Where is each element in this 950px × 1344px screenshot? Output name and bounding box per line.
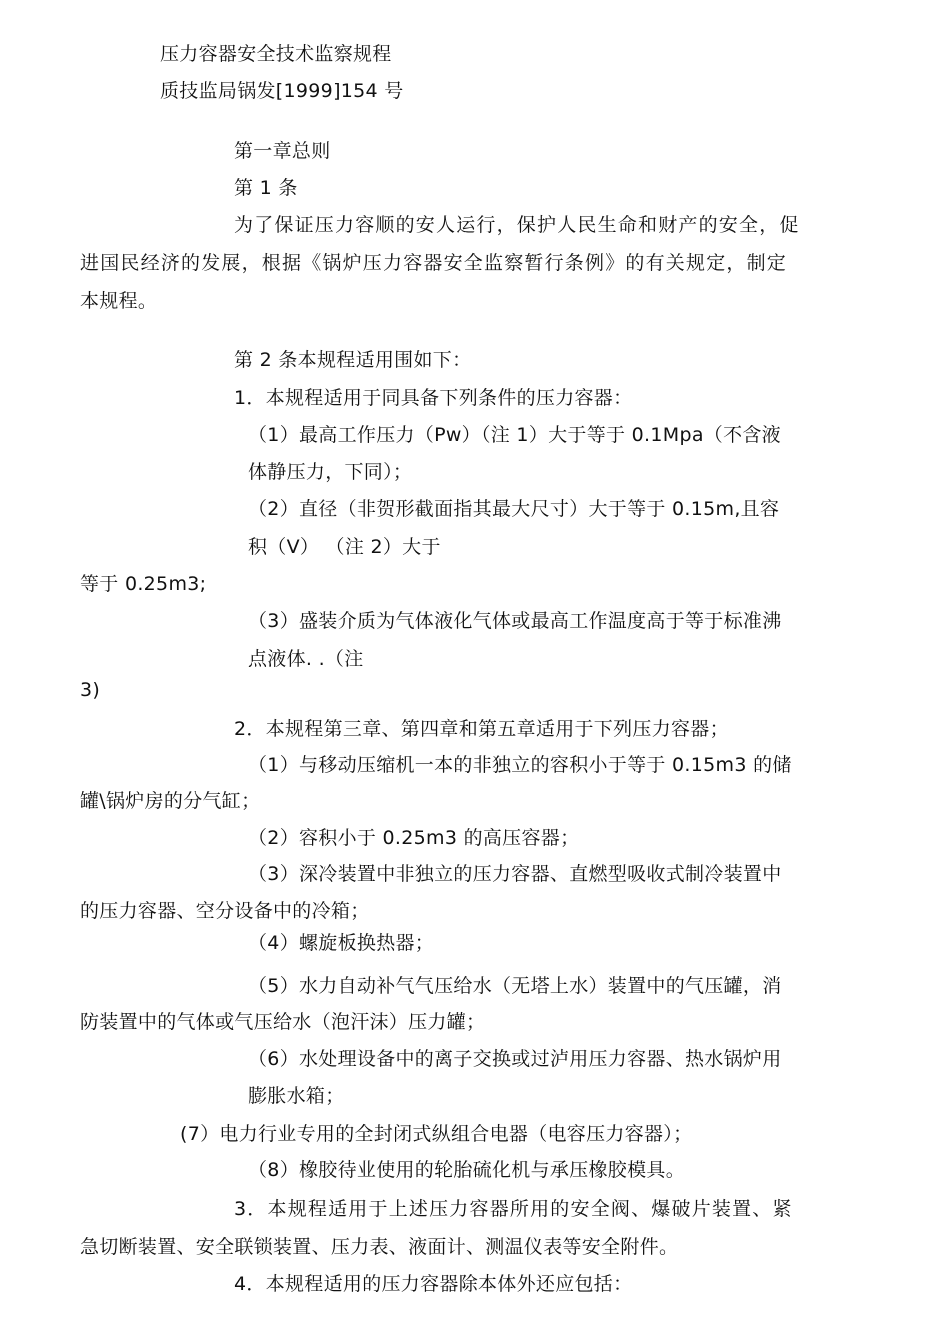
article-1-label: 第 1 条 bbox=[234, 177, 298, 199]
sub-5-line1: （5）水力自动补气气压给水（无塔上水）装置中的气压罐，消 bbox=[248, 975, 782, 997]
sub-1-line2: 罐\锅炉房的分气缸； bbox=[80, 790, 261, 812]
item-1-text: 1．本规程适用于同具备下列条件的压力容器： bbox=[234, 387, 633, 409]
item-3-line2: 急切断装置、安全联锁装置、压力表、液面计、测温仪表等安全附件。 bbox=[80, 1236, 679, 1258]
sub-4: （4）螺旋板换热器； bbox=[248, 932, 435, 954]
condition-3-line2: 点液体. .（注 bbox=[248, 648, 364, 670]
sub-3-line1: （3）深冷装置中非独立的压力容器、直燃型吸收式制冷装置中 bbox=[248, 863, 782, 885]
sub-3-line2: 的压力容器、空分设备中的冷箱； bbox=[80, 900, 370, 922]
article-1-paragraph-line1: 为了保证压力容顺的安人运行，保护人民生命和财产的安全，促 bbox=[234, 214, 800, 236]
condition-1-line1: （1）最高工作压力（Pw）（注 1）大于等于 0.1Mpa（不含液 bbox=[248, 424, 781, 446]
sub-5-line2: 防装置中的气体或气压给水（泡汗沫）压力罐； bbox=[80, 1011, 486, 1033]
article-1-paragraph-line2: 进国民经济的发展，根据《锅炉压力容器安全监察暂行条例》的有关规定，制定 bbox=[80, 252, 788, 274]
article-2-heading: 第 2 条本规程适用围如下： bbox=[234, 349, 472, 371]
sub-2: （2）容积小于 0.25m3 的高压容器； bbox=[248, 827, 580, 849]
sub-8: （8）橡胶待业使用的轮胎硫化机与承压橡胶模具。 bbox=[248, 1159, 685, 1181]
document-number: 质技监局锅发[1999]154 号 bbox=[160, 80, 404, 102]
sub-7: (7）电力行业专用的全封闭式纵组合电器（电容压力容器）； bbox=[180, 1123, 693, 1145]
item-3-line1: 3．本规程适用于上述压力容器所用的安全阀、爆破片装置、紧 bbox=[234, 1198, 793, 1220]
condition-3-line1: （3）盛装介质为气体液化气体或最高工作温度高于等于标准沸 bbox=[248, 610, 782, 632]
sub-6-line1: （6）水处理设备中的离子交换或过泸用压力容器、热水锅炉用 bbox=[248, 1048, 782, 1070]
condition-1-line2: 体静压力，下同）； bbox=[248, 461, 413, 483]
condition-2-line3: 等于 0.25m3; bbox=[80, 573, 207, 595]
sub-6-line2: 膨胀水箱； bbox=[248, 1085, 345, 1107]
chapter-heading: 第一章总则 bbox=[234, 140, 331, 162]
item-4-text: 4．本规程适用的压力容器除本体外还应包括： bbox=[234, 1273, 633, 1295]
document-title: 压力容器安全技术监察规程 bbox=[160, 43, 392, 65]
item-2-text: 2．本规程第三章、第四章和第五章适用于下列压力容器； bbox=[234, 718, 729, 740]
condition-3-line3: 3) bbox=[80, 679, 101, 701]
condition-2-line1: （2）直径（非贺形截面指其最大尺寸）大于等于 0.15m,且容 bbox=[248, 498, 780, 520]
condition-2-line2: 积（V） （注 2）大于 bbox=[248, 536, 441, 558]
sub-1-line1: （1）与移动压缩机一本的非独立的容积小于等于 0.15m3 的储 bbox=[248, 754, 792, 776]
article-1-paragraph-line3: 本规程。 bbox=[80, 290, 158, 312]
